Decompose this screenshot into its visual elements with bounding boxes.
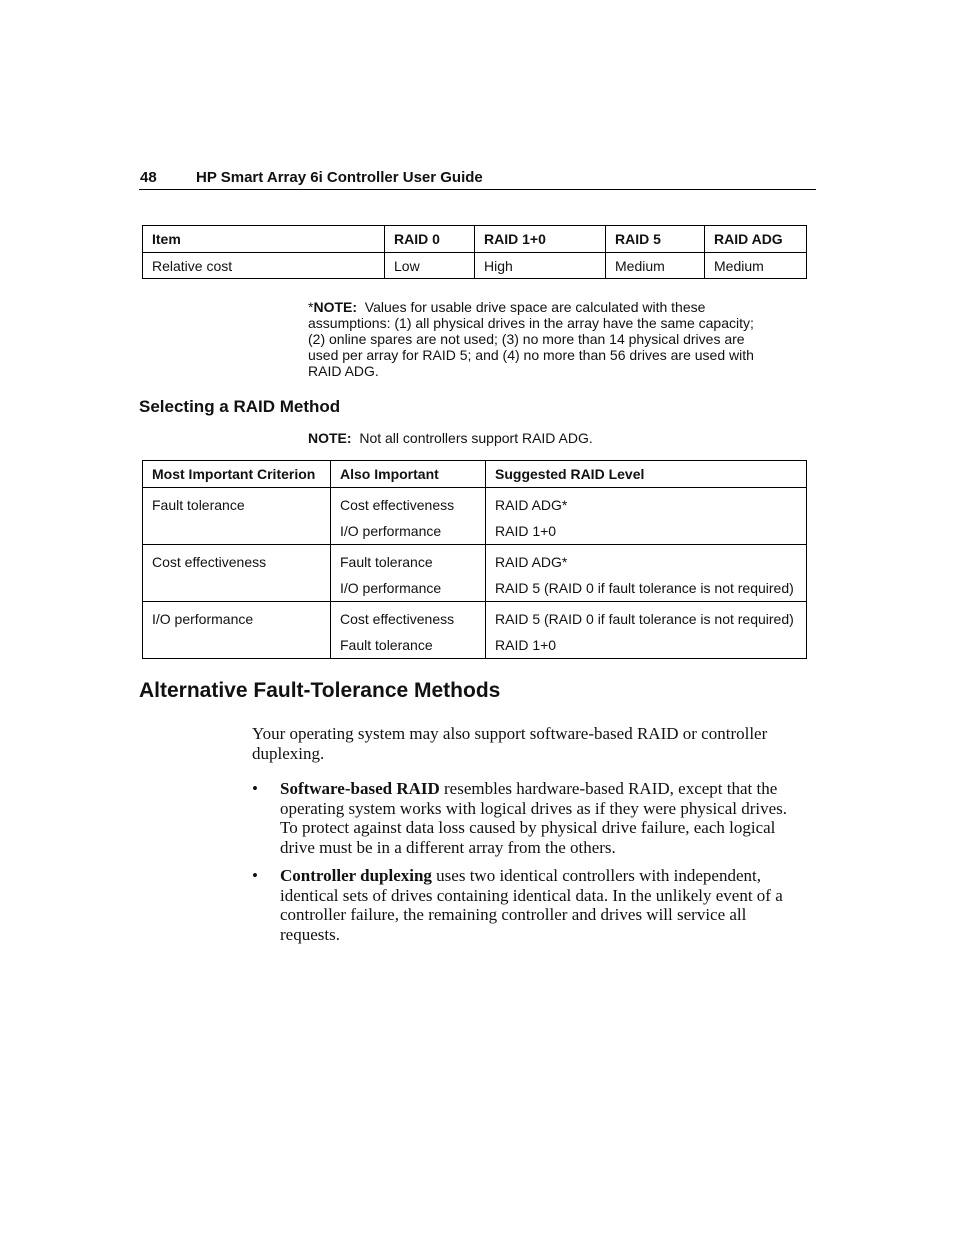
cell-line: Fault tolerance [340,554,433,570]
note-asterisk: * [308,299,314,315]
cell-line: RAID 1+0 [495,637,557,653]
raid-selection-table [142,460,807,659]
raid-cost-table [142,225,807,279]
note-label: NOTE: [308,430,352,446]
bullet-marker: • [252,779,258,798]
cell-line: RAID 5 (RAID 0 if fault tolerance is not required) [495,611,794,627]
table-cell [331,602,486,659]
table-cell [143,545,331,602]
table-cell: High [475,253,606,279]
bullet-marker: • [252,866,258,885]
note-text: Values for usable drive space are calculated with these assumptions: (1) all physical drives in the array have the same capacity; (2) online spares are not used; (3) no more than 14 physical drives are used per array for RAID 5; and (4) no more than 56 drives are used with RAID ADG. [308,299,754,379]
table-cell [486,545,807,602]
guide-title: HP Smart Array 6i Controller User Guide [196,169,483,186]
selecting-raid-heading: Selecting a RAID Method [139,397,341,416]
table-header-cell: Most Important Criterion [143,461,331,488]
table-cell: Medium [705,253,807,279]
section-heading: Alternative Fault-Tolerance Methods [139,679,501,702]
table-row [143,602,807,659]
table-cell [331,488,486,545]
bullet-text [280,866,796,944]
intro-paragraph: Your operating system may also support software-based RAID or controller duplexing. [252,724,768,763]
table-row [143,253,807,279]
table-cell [143,488,331,545]
table-cell: Medium [606,253,705,279]
note-text: Not all controllers support RAID ADG. [359,430,593,446]
cell-line: I/O performance [152,611,254,627]
table-header-cell: RAID 1+0 [475,226,606,253]
table-header-row [143,226,807,253]
cell-line: RAID 5 (RAID 0 if fault tolerance is not required) [495,580,794,596]
table-row [143,545,807,602]
table-cell [486,602,807,659]
cell-line: Cost effectiveness [340,497,455,513]
bullet-text [280,779,796,857]
bullet-term: Controller duplexing [280,866,432,885]
note-label: NOTE: [313,299,358,315]
table-header-cell: Also Important [331,461,486,488]
table-cell: Relative cost [143,253,385,279]
bullet-term: Software-based RAID [280,779,440,798]
cell-line: I/O performance [340,523,442,539]
cell-line: RAID ADG* [495,554,568,570]
cell-line: RAID ADG* [495,497,568,513]
page-header [139,168,816,190]
table-header-cell: RAID ADG [705,226,807,253]
page-number: 48 [140,169,157,186]
table-cell: Low [385,253,475,279]
table-header-cell: RAID 5 [606,226,705,253]
cell-line: Fault tolerance [152,497,245,513]
table-header-cell: Suggested RAID Level [486,461,807,488]
cell-line: I/O performance [340,580,442,596]
table-header-row [143,461,807,488]
cell-line: RAID 1+0 [495,523,557,539]
cell-line: Fault tolerance [340,637,433,653]
usable-space-note [308,299,768,379]
cell-line: Cost effectiveness [340,611,455,627]
bullet-body: resembles hardware-based RAID, except that the operating system works with logical drives as if they were physical drives. To protect against data loss caused by physical drive failure, each logical drive must be in a different array from the others. [280,779,788,857]
table-header-cell: Item [143,226,385,253]
adg-support-note [308,430,593,446]
table-row [143,488,807,545]
bullet-body: uses two identical controllers with independent, identical sets of drives containing identical data. In the unlikely event of a controller failure, the remaining controller and drives will service all requests. [280,866,783,944]
table-cell [143,602,331,659]
table-cell [486,488,807,545]
table-cell [331,545,486,602]
table-header-cell: RAID 0 [385,226,475,253]
cell-line: Cost effectiveness [152,554,267,570]
